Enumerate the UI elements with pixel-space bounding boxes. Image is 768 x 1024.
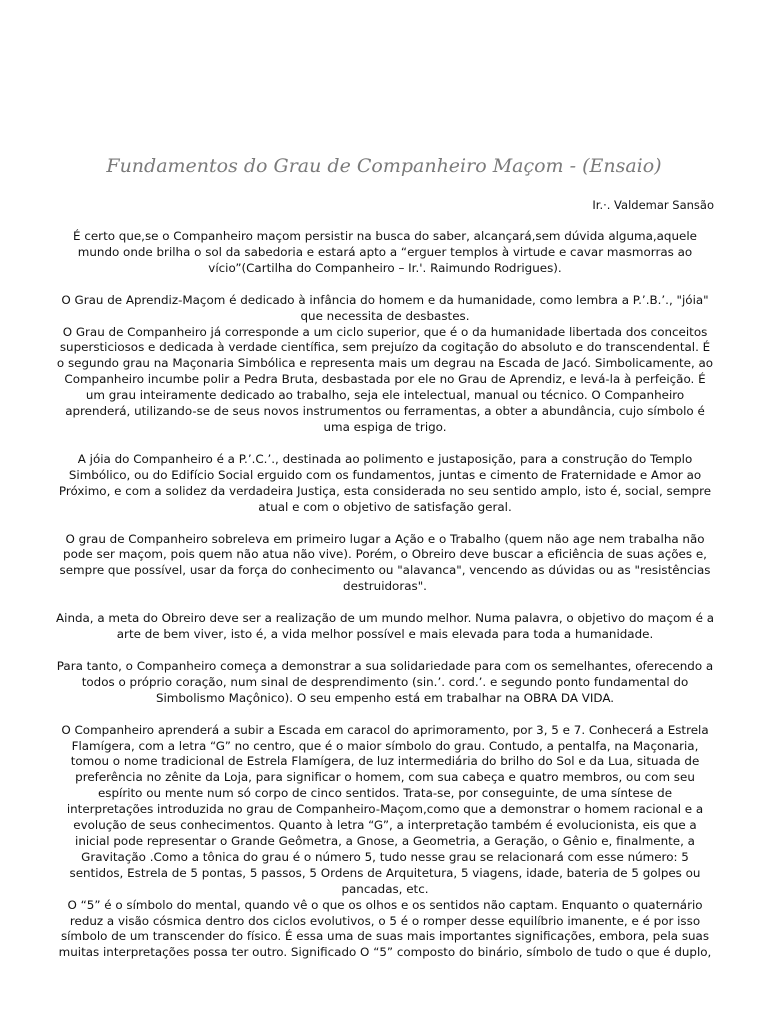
author-line: Ir.·. Valdemar Sansão	[592, 198, 714, 212]
paragraph-intro: É certo que,se o Companheiro maçom persistir na busca do saber, alcançará,sem dúvida alguma,aquele mundo onde brilha o sol da sabedoria e estará apto a “erguer templos à virtude e cavar masmorras ao vício”(Cartilha do Companheiro – Ir.'. Raimundo Rodrigues).	[73, 229, 697, 275]
paragraph-cinco: O “5” é o símbolo do mental, quando vê o que os olhos e os sentidos não captam. Enquanto o quaternário reduz a visão cósmica dentro dos ciclos evolutivos, o 5 é o romper desse equilíbrio imanente, e é por isso símbolo de um transcender do físico. É essa uma de suas mais importantes significações, embora, pela suas muitas interpretações possa ter outro. Significado O “5” composto do binário, símbolo de tudo o que é duplo,	[58, 897, 712, 960]
paragraph-companheiro: O Grau de Companheiro já corresponde a um ciclo superior, que é o da humanidade libertada dos conceitos supersticiosos e dedicada à verdade científica, sem prejuízo da cogitação do absoluto e do transcendental. É o segundo grau na Maçonaria Simbólica e representa mais um degrau na Escada de Jacó. Simbolicamente, ao Companheiro incumbe polir a Pedra Bruta, desbastada por ele no Grau de Aprendiz, e levá-la à perfeição. É um grau inteiramente dedicado ao trabalho, seja ele intelectual, manual ou técnico. O Companheiro aprenderá, utilizando-se de seus novos instrumentos ou ferramentas, a obter a abundância, cujo símbolo é uma espiga de trigo.	[56, 324, 714, 434]
paragraph-estrela: O Companheiro aprenderá a subir a Escada em caracol do aprimoramento, por 3, 5 e 7. Conhecerá a Estrela Flamígera, com a letra “G” no centro, que é o maior símbolo do grau. Contudo, a pentalfa, na Maçonaria, tomou o nome tradicional de Estrela Flamígera, de luz intermediária do brilho do Sol e da Lua, situada de preferência no zênite da Loja, para significar o homem, com sua cabeça e quatro membros, ou com seu espírito ou mente num só corpo de cinco sentidos. Trata-se, por conseguinte, de uma síntese de interpretações introduzida no grau de Companheiro-Maçom,como que a demonstrar o homem racional e a evolução de seus conhecimentos. Quanto à letra “G”, a interpretação também é evolucionista, eis que a inicial pode representar o Grande Geômetra, a Gnose, a Geometria, a Geração, o Gênio e, finalmente, a Gravitação .Como a tônica do grau é o número 5, tudo nesse grau se relacionará com esse número: 5 sentidos, Estrela de 5 pontas, 5 passos, 5 Ordens de Arquitetura, 5 viagens, idade, bateria de 5 golpes ou pancadas, etc.	[61, 722, 709, 896]
document-body	[56, 229, 714, 961]
paragraph-joia: A jóia do Companheiro é a P.’.C.’., destinada ao polimento e justaposição, para a construção do Templo Simbólico, ou do Edifício Social erguido com os fundamentos, juntas e cimento de Fraternidade e Amor ao Próximo, e com a solidez da verdadeira Justiça, esta considerada no seu sentido amplo, isto é, social, sempre atual e com o objetivo de satisfação geral.	[58, 451, 712, 514]
paragraph-solidariedade: Para tanto, o Companheiro começa a demonstrar a sua solidariedade para com os semelhantes, oferecendo a todos o próprio coração, num sinal de desprendimento (sin.’. cord.’. e segundo ponto fundamental do Simbolismo Maçônico). O seu empenho está em trabalhar na OBRA DA VIDA.	[56, 658, 714, 705]
paragraph-meta: Ainda, a meta do Obreiro deve ser a realização de um mundo melhor. Numa palavra, o objetivo do maçom é a arte de bem viver, isto é, a vida melhor possível e mais elevada para toda a humanidade.	[56, 611, 715, 642]
paragraph-aprendiz: O Grau de Aprendiz-Maçom é dedicado à infância do homem e da humanidade, como lembra a P.’.B.’., "jóia" que necessita de desbastes.	[61, 292, 709, 323]
document-title: Fundamentos do Grau de Companheiro Maçom - (Ensaio)	[106, 155, 662, 177]
paragraph-acao-trabalho: O grau de Companheiro sobreleva em primeiro lugar a Ação e o Trabalho (quem não age nem trabalha não pode ser maçom, pois quem não atua não vive). Porém, o Obreiro deve buscar a eficiência de suas ações e, sempre que possível, usar da força do conhecimento ou "alavanca", vencendo as dúvidas ou as "resistências destruidoras".	[59, 531, 711, 594]
